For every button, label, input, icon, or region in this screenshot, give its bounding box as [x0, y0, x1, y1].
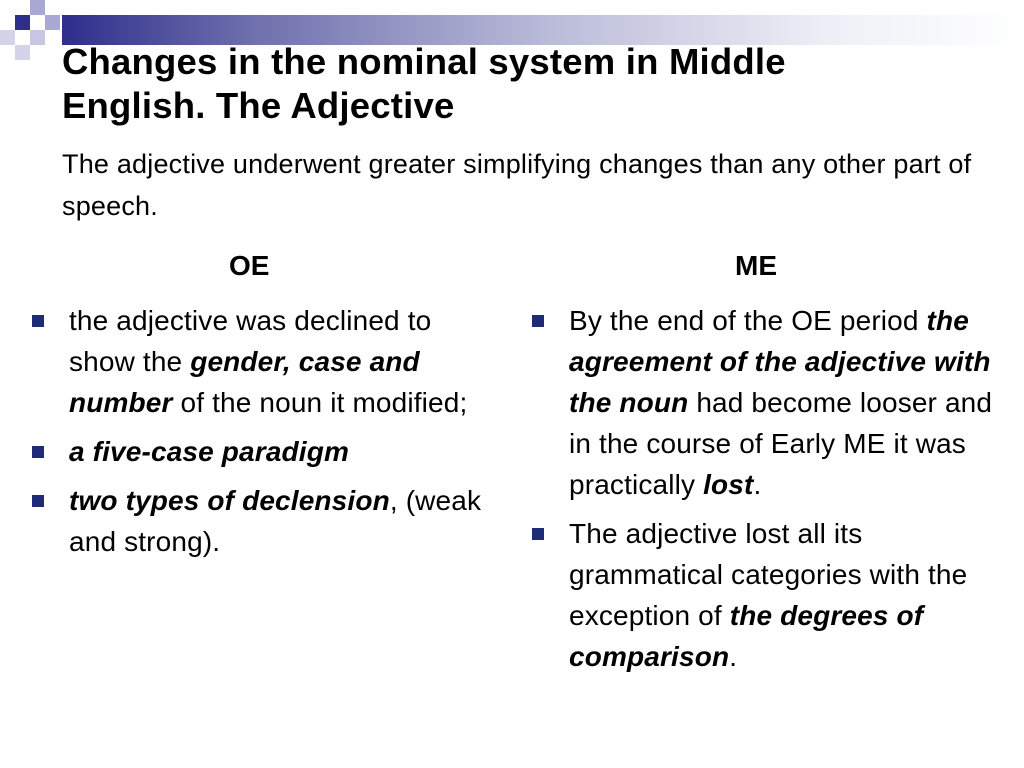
- bullet-square-icon: [532, 528, 544, 540]
- deco-square-light-3: [30, 30, 45, 45]
- emphasized-text: the degrees of comparison: [569, 600, 924, 672]
- oe-column: [30, 246, 490, 570]
- bullet-square-icon: [32, 446, 44, 458]
- oe-heading: OE: [229, 250, 270, 281]
- bullet-square-icon: [32, 315, 44, 327]
- oe-bullet-list: [30, 300, 490, 562]
- bullet-square-icon: [32, 495, 44, 507]
- bullet-item: [30, 480, 490, 562]
- bullet-text: , (weak and strong).: [69, 485, 482, 557]
- deco-square-dark-1: [15, 15, 30, 30]
- bullet-text: the adjective was declined to show the: [69, 305, 432, 377]
- bullet-item: [30, 431, 490, 472]
- me-heading: ME: [735, 250, 777, 281]
- deco-square-light-1: [30, 0, 45, 15]
- bullet-item: [530, 300, 1000, 505]
- slide-title: [62, 40, 992, 128]
- slide-subtitle: The adjective underwent greater simplifying changes than any other part of speech.: [62, 149, 972, 221]
- title-line-2: English. The Adjective: [62, 85, 455, 126]
- bullet-text: By the end of the OE period: [569, 305, 927, 336]
- bullet-text: of the noun it modified;: [172, 387, 468, 418]
- me-bullet-list: [530, 300, 1000, 677]
- bullet-text: had become looser and in the course of Early ME it was practically: [569, 387, 993, 500]
- bullet-text: .: [753, 469, 762, 500]
- title-line-1: Changes in the nominal system in Middle: [62, 41, 786, 82]
- bullet-text: The adjective lost all its grammatical categories with the exception of: [569, 518, 968, 631]
- emphasized-text: a five-case paradigm: [69, 436, 350, 467]
- emphasized-text: gender, case and number: [69, 346, 420, 418]
- deco-square-light-2: [45, 15, 60, 30]
- deco-square-light-5: [0, 30, 15, 45]
- deco-square-light-4: [15, 45, 30, 60]
- me-column: [530, 246, 1000, 685]
- emphasized-text: the agreement of the adjective with the noun: [569, 305, 991, 418]
- emphasized-text: lost: [703, 469, 754, 500]
- bullet-text: .: [729, 641, 738, 672]
- bullet-square-icon: [532, 315, 544, 327]
- bullet-item: [30, 300, 490, 423]
- bullet-item: [530, 513, 1000, 677]
- emphasized-text: two types of declension: [69, 485, 390, 516]
